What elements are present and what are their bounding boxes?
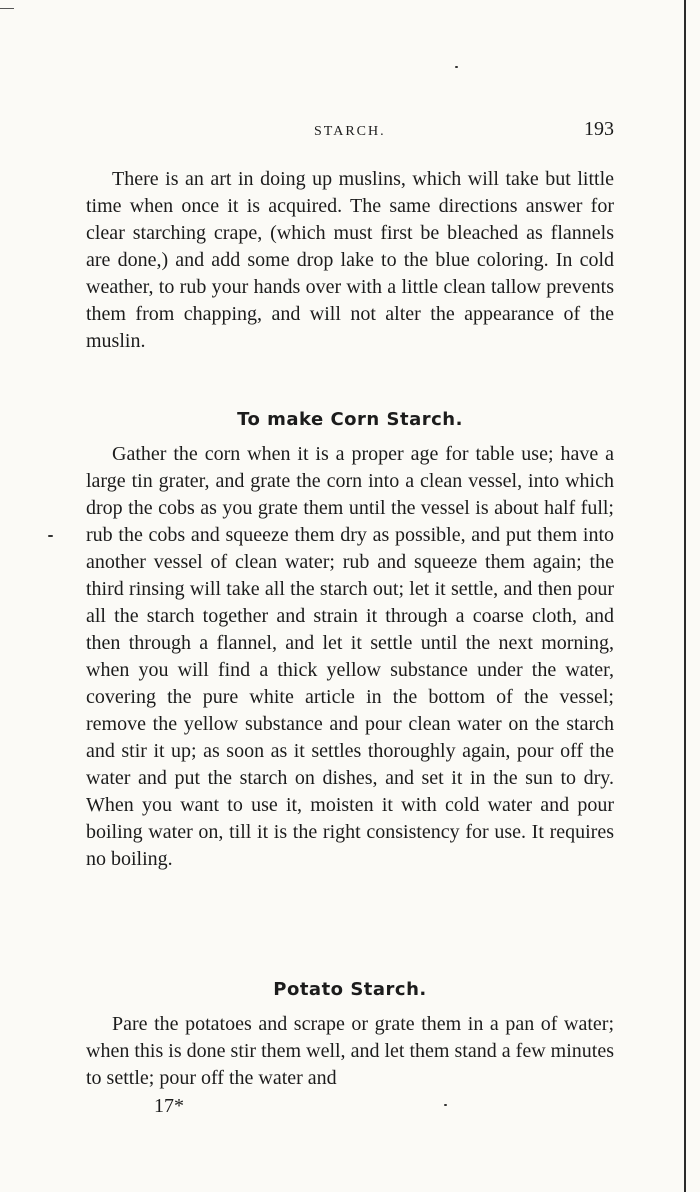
intro-paragraph xyxy=(86,166,614,355)
page-header xyxy=(86,118,614,148)
paragraph-text: Gather the corn when it is a proper age for table use; have a large tin grater, and grate the corn into a clean vessel, into which drop the cobs as you grate them until the vessel is about half full; rub the cobs and squeeze them dry as possible, and put them into another vessel of clean water; rub and squeeze them again; the third rinsing will take all the starch out; let it settle, and then pour all the starch together and strain it through a coarse cloth, and then through a flannel, and let it settle until the next morning, when you will find a thick yellow substance under the water, covering the pure white article in the bottom of the vessel; remove the yellow substance and pour clean water on the starch and stir it up; as soon as it settles thoroughly again, pour off the water and put the starch on dishes, and set it in the sun to dry. When you want to use it, moisten it with cold water and pour boiling water on, till it is the right consistency for use. It requires no boiling. xyxy=(86,443,614,870)
ink-speck xyxy=(444,1104,447,1106)
signature-mark: 17* xyxy=(154,1095,184,1117)
page-edge xyxy=(684,0,686,1192)
section-heading-corn-starch: To make Corn Starch. xyxy=(237,409,463,430)
page-number: 193 xyxy=(584,118,614,140)
ink-speck xyxy=(455,66,458,68)
running-head: STARCH. xyxy=(314,124,386,139)
section-heading-potato-starch: Potato Starch. xyxy=(273,979,427,1000)
corn-starch-paragraph xyxy=(86,441,614,873)
ink-speck xyxy=(48,535,53,537)
page-corner-mark xyxy=(0,8,14,9)
potato-starch-paragraph xyxy=(86,1011,614,1092)
paragraph-text: There is an art in doing up muslins, which will take but little time when once it is acquired. The same directions answer for clear starching crape, (which must first be bleached as flannels are done,) and add some drop lake to the blue coloring. In cold weather, to rub your hands over with a little clean tallow prevents them from chapping, and will not alter the appearance of the muslin. xyxy=(86,168,614,352)
paragraph-text: Pare the potatoes and scrape or grate them in a pan of water; when this is done stir them well, and let them stand a few minutes to settle; pour off the water and xyxy=(86,1013,614,1089)
